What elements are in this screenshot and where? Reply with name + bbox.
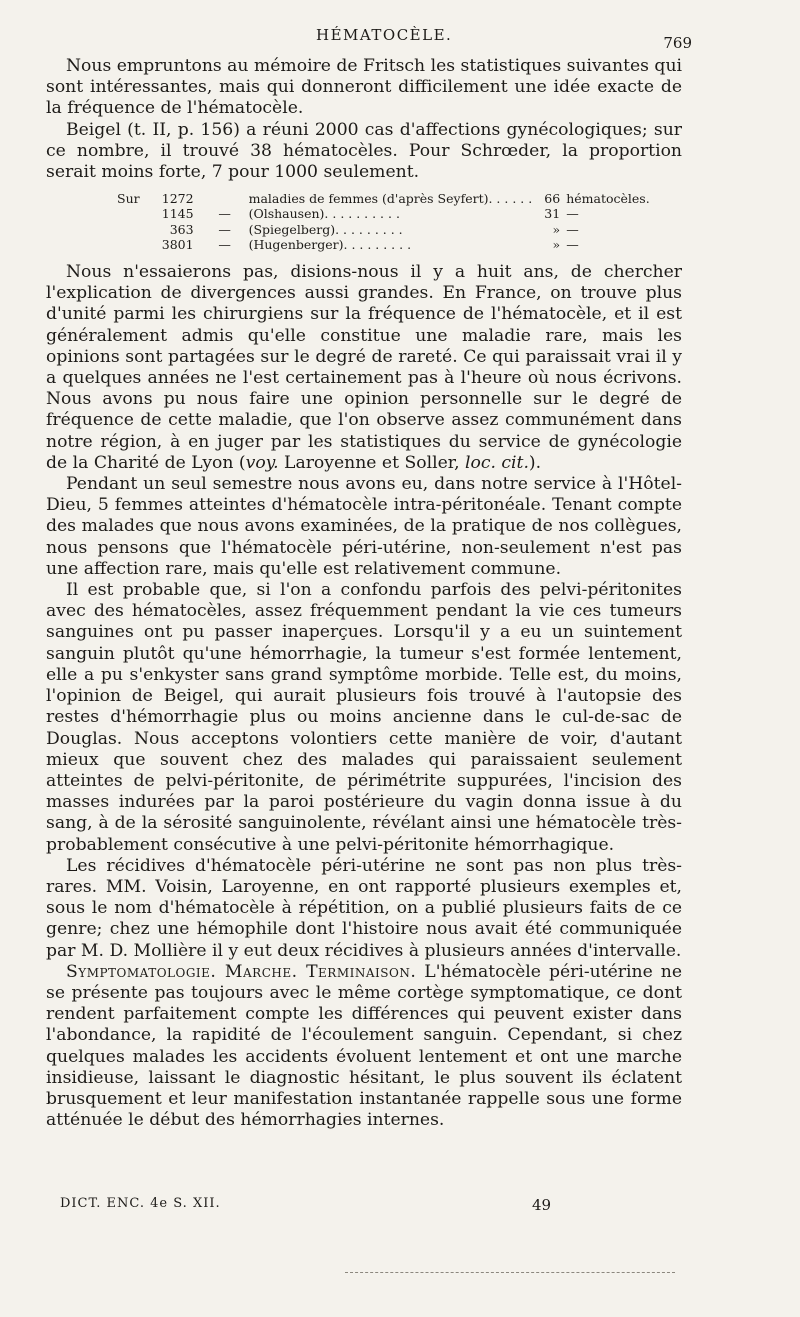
stats-cell-num: 1145 xyxy=(161,206,194,222)
stats-row xyxy=(114,206,653,221)
stats-cell-count: 66 xyxy=(544,191,561,207)
running-title: HÉMATOCÈLE. xyxy=(316,26,453,44)
printer-signature: DICT. ENC. 4e S. XII. xyxy=(60,1196,221,1211)
stats-cell-dash xyxy=(204,191,246,206)
stats-cell-dash: — xyxy=(218,206,231,222)
page-header xyxy=(46,26,692,56)
stats-cell-count: » xyxy=(552,221,561,237)
paragraph-2: Beigel (t. II, p. 156) a réuni 2000 cas d'affections gynécologiques; sur ce nombre, il trouvé 38 hématocèles. Pour Schrœder, la proportion serait moins forte, 7 pour 1000 seulement. xyxy=(46,119,682,183)
stats-cell-unit: — xyxy=(566,236,579,252)
paragraph-5: Il est probable que, si l'on a confondu parfois des pelvi-péritonites avec des hématocèles, assez fréquemment pendant la vie ces tumeurs sanguines ont pu passer inaperçues. Lorsqu'il y a eu un suintement sanguin plutôt qu'une hémorrhagie, la tumeur s'est formée lentement, elle a pu s'enkyster sans grand symptôme morbide. Telle est, du moins, l'opinion de Beigel, qui aurait plusieurs fois trouvé à l'autopsie des restes d'hémorrhagie plus ou moins ancienne dans le cul-de-sac de Douglas. Nous acceptons volontiers cette manière de voir, d'autant mieux que souvent chez des malades qui paraissaient seulement atteintes de pelvi-péritonite, de périmétrite suppurées, l'incision des masses indurées par la paroi postérieure du vagin donna issue à du sang, à de la sérosité sanguinolente, révélant ainsi une hématocèle très-probablement consécutive à une pelvi-péritonite hémorrhagique. xyxy=(46,580,682,855)
stats-cell-count: 31 xyxy=(544,206,561,222)
stats-cell-dash: — xyxy=(218,236,231,252)
paragraph-4: Pendant un seul semestre nous avons eu, dans notre service à l'Hôtel-Dieu, 5 femmes atteintes d'hématocèle intra-péritonéale. Tenant compte des malades que nous avons examinées, de la pratique de nos collègues, nous pensons que l'hématocèle péri-utérine, non-seulement n'est pas une affection rare, mais qu'elle est relativement commune. xyxy=(46,474,682,579)
page-number: 769 xyxy=(663,34,692,52)
page-footer xyxy=(60,1196,620,1220)
document-page xyxy=(46,26,692,1131)
sheet-number: 49 xyxy=(532,1196,552,1214)
stats-cell-prefix xyxy=(114,206,143,221)
stats-cell-dash: — xyxy=(218,221,231,237)
stats-row xyxy=(114,222,653,237)
stats-cell-prefix: Sur xyxy=(117,191,140,207)
paragraph-6: Les récidives d'hématocèle péri-utérine ne sont pas non plus très-rares. MM. Voisin, Laroyenne, en ont rapporté plusieurs exemples et, sous le nom d'hématocèle à répétition, on a publié plusieurs faits de ce genre; chez une hémophile dont l'histoire nous avait été communiquée par M. D. Mollière il y eut deux récidives à plusieurs années d'intervalle. xyxy=(46,855,682,961)
stats-cell-source: (Olshausen). . . . . . . . . . xyxy=(248,206,400,222)
section-heading: Symptomatologie. Marche. Terminaison. xyxy=(66,961,417,982)
stats-cell-unit: — xyxy=(566,221,579,237)
paragraph-3: Nous n'essaierons pas, disions-nous il y a huit ans, de chercher l'explication de divergences aussi grandes. En France, on trouve plus d'unité parmi les chirurgiens sur la fréquence de l'hématocèle, et il est généralement admis qu'elle constitue une maladie rare, mais les opinions sont partagées sur le degré de rareté. Ce qui paraissait vrai il y a quelques années ne l'est certainement pas à l'heure où nous écrivons. Nous avons pu nous faire une opinion personnelle sur le degré de fréquence de cette maladie, que l'on observe assez communément dans notre région, à en juger par les statistiques du service de gynécologie de la Charité de Lyon (voy. Laroyenne et Soller, loc. cit.). xyxy=(46,262,682,473)
stats-cell-count: » xyxy=(552,236,561,252)
stats-cell-unit: — xyxy=(566,206,579,222)
stats-cell-unit: hématocèles. xyxy=(566,191,650,207)
stats-cell-source: maladies de femmes (d'après Seyfert). . . . . . xyxy=(248,191,533,207)
stats-cell-num: 3801 xyxy=(161,236,194,252)
stats-row xyxy=(114,237,653,252)
statistics-table xyxy=(114,191,682,252)
bottom-rule xyxy=(345,1272,675,1273)
paragraph-7: Symptomatologie. Marche. Terminaison. L'hématocèle péri-utérine ne se présente pas toujours avec le même cortège symptomatique, ce dont rendent parfaitement compte les différences qui peuvent exister dans l'abondance, la rapidité de l'écoulement sanguin. Cependant, si chez quelques malades les accidents évoluent lentement et ont une marche insidieuse, laissant le diagnostic hésitant, le plus souvent ils éclatent brusquement et leur manifestation instantanée rappelle sous une forme atténuée le début des hémorrhagies internes. xyxy=(46,961,682,1131)
stats-row xyxy=(114,191,653,206)
stats-cell-prefix xyxy=(114,237,143,252)
stats-cell-source: (Hugenberger). . . . . . . . . xyxy=(248,236,412,252)
stats-cell-prefix xyxy=(114,222,143,237)
paragraph-1: Nous empruntons au mémoire de Fritsch les statistiques suivantes qui sont intéressantes, mais qui donneront difficilement une idée exacte de la fréquence de l'hématocèle. xyxy=(46,56,683,119)
stats-cell-num: 363 xyxy=(169,221,194,237)
stats-cell-source: (Spiegelberg). . . . . . . . . xyxy=(248,221,403,237)
stats-cell-num: 1272 xyxy=(161,191,194,207)
